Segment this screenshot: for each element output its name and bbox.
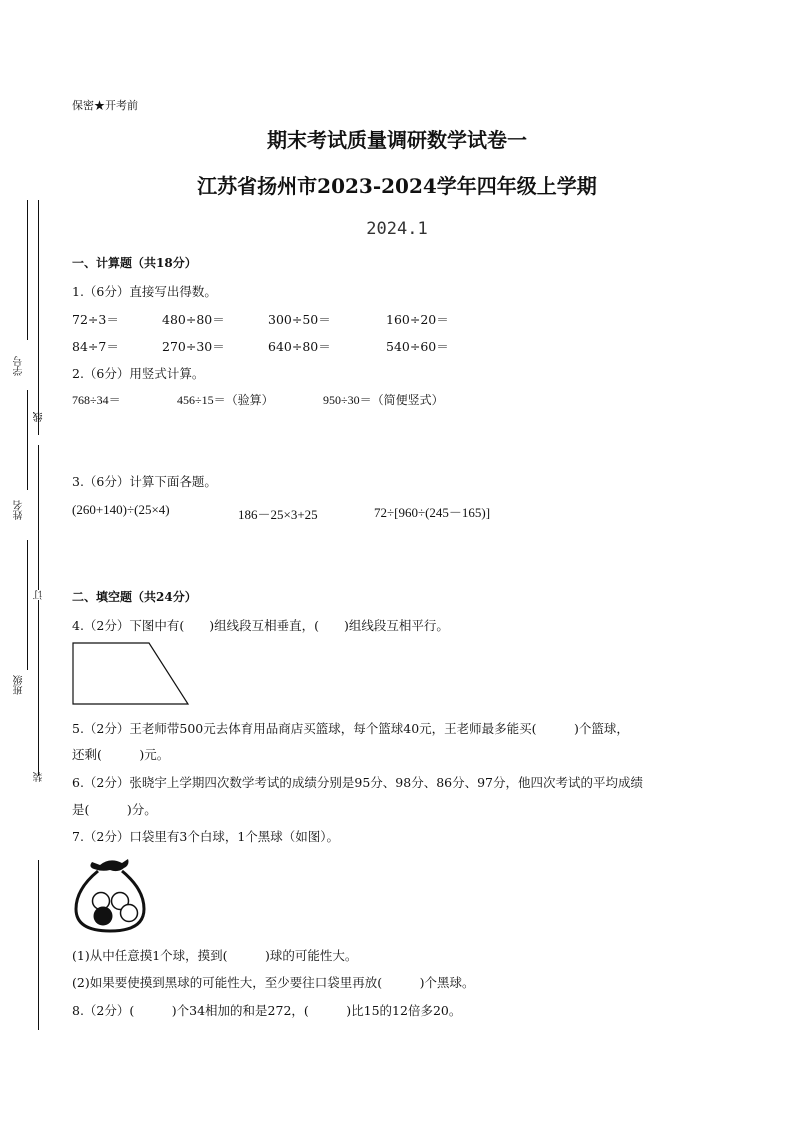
- binding-mark-ding: 订: [34, 590, 45, 600]
- question-5-line-2: 还剩( )元。: [72, 747, 170, 762]
- confidential-label: 保密★开考前: [72, 99, 138, 112]
- question-2: 2.（6分）用竖式计算。: [72, 366, 205, 381]
- question-7: 7.（2分）口袋里有3个白球，1个黑球（如图）。: [72, 829, 340, 844]
- calc-item: 540÷60＝: [386, 339, 449, 354]
- ball-bag-figure: [70, 855, 150, 935]
- question-6-line-1: 6.（2分）张晓宇上学期四次数学考试的成绩分别是95分、98分、86分、97分，他四次考试的平均成绩: [72, 775, 644, 790]
- binding-field-line-3: [27, 540, 28, 670]
- question-6-line-2: 是( )分。: [72, 802, 157, 817]
- vertical-calc-item: 456÷15＝（验算）: [177, 393, 274, 407]
- question-8: 8.（2分）( )个34相加的和是272，( )比15的12倍多20。: [72, 1003, 462, 1018]
- question-7-part-1: (1)从中任意摸1个球，摸到( )球的可能性大。: [72, 948, 358, 963]
- calc-item: 84÷7＝: [72, 339, 119, 354]
- exam-date: 2024.1: [366, 219, 428, 239]
- vertical-calc-item: 768÷34＝: [72, 393, 121, 407]
- trapezoid-figure: [72, 642, 192, 706]
- binding-field-line-2: [27, 390, 28, 490]
- calc-item: 640÷80＝: [268, 339, 331, 354]
- question-4: 4.（2分）下图中有( )组线段互相垂直，( )组线段互相平行。: [72, 618, 449, 633]
- calc-item: 72÷3＝: [72, 312, 119, 327]
- question-3: 3.（6分）计算下面各题。: [72, 474, 217, 489]
- name-label: 姓名: [14, 500, 25, 520]
- binding-mark-line: 线: [34, 412, 45, 422]
- vertical-calc-item: 950÷30＝（简便竖式）: [323, 393, 444, 407]
- section-2-title: 二、填空题（共24分）: [72, 590, 197, 604]
- question-1: 1.（6分）直接写出得数。: [72, 284, 217, 299]
- question-5-line-1: 5.（2分）王老师带500元去体育用品商店买篮球，每个篮球40元，王老师最多能买( )个篮球，: [72, 721, 629, 736]
- binding-line-2: [38, 445, 39, 590]
- binding-mark-zhuang: 装: [34, 772, 45, 782]
- page-title: 期末考试质量调研数学试卷一: [267, 128, 527, 152]
- expression-item: (260+140)÷(25×4): [72, 502, 170, 517]
- calc-item: 270÷30＝: [162, 339, 225, 354]
- student-id-label: 学号: [14, 356, 25, 376]
- calc-item: 300÷50＝: [268, 312, 331, 327]
- binding-line-3: [38, 600, 39, 775]
- page-subtitle: 江苏省扬州市2023-2024学年四年级上学期: [197, 174, 597, 198]
- class-label: 班级: [14, 675, 25, 695]
- expression-item: 186－25×3+25: [238, 507, 318, 522]
- calc-item: 480÷80＝: [162, 312, 225, 327]
- calc-item: 160÷20＝: [386, 312, 449, 327]
- question-7-part-2: (2)如果要使摸到黑球的可能性大，至少要往口袋里再放( )个黑球。: [72, 975, 475, 990]
- section-1-title: 一、计算题（共18分）: [72, 256, 197, 270]
- binding-line-4: [38, 860, 39, 1030]
- expression-item: 72÷[960÷(245－165)]: [374, 505, 491, 520]
